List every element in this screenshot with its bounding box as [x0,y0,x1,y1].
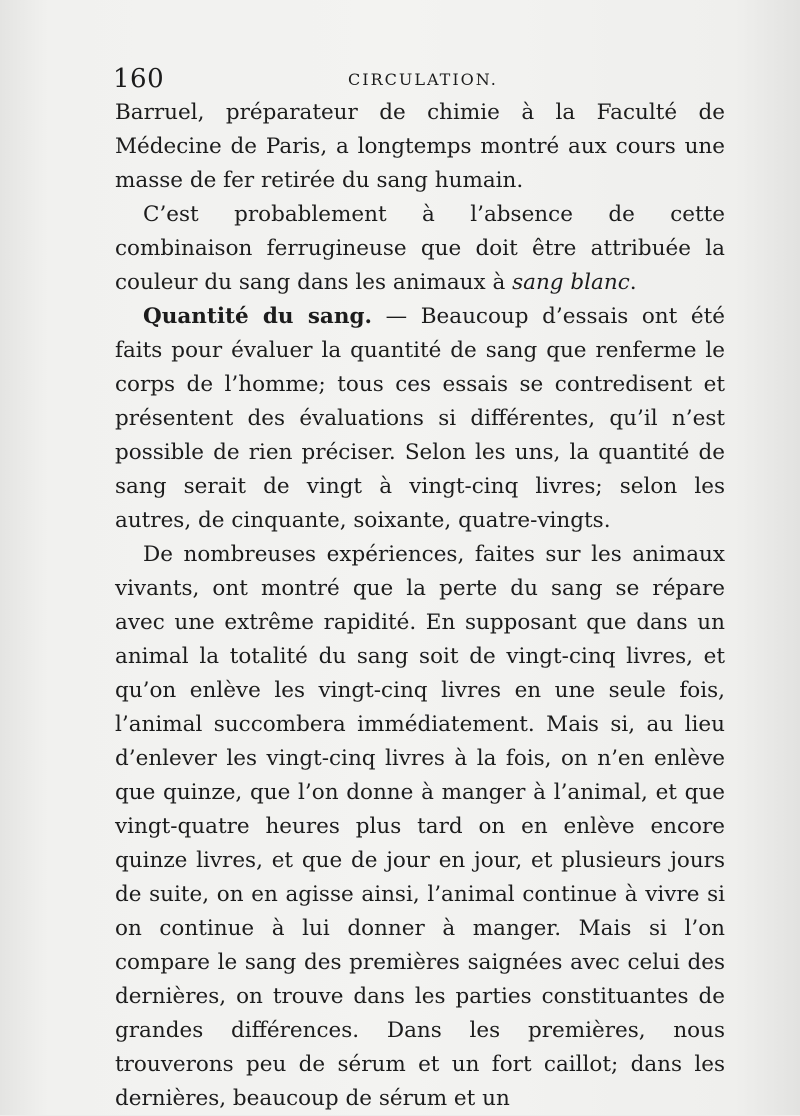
body-text [115,96,725,1116]
page-header [113,64,723,98]
paragraph-2 [115,198,725,300]
paragraph-1 [115,96,725,198]
paragraph-3 [115,300,725,538]
italic-phrase: sang blanc [512,270,630,295]
running-head: CIRCULATION. [348,70,498,89]
paragraph-2-end: . [629,270,637,295]
section-heading: Quantité du sang. [143,304,373,329]
paragraph-2-text: C’est probablement à l’absence de cette combinaison ferrugineuse que doit être attribuée la couleur du sang dans les animaux à [115,202,725,295]
page-number: 160 [113,64,165,94]
paragraph-3-text: — Beaucoup d’essais ont été faits pour évaluer la quantité de sang que renferme le corps de l’homme; tous ces essais se contredisent et présentent des évaluations si différentes, qu’il n’est possible de rien préciser. Selon les uns, la quantité de sang serait de vingt à vingt-cinq livres; selon les autres, de cinquante, soixante, quatre-vingts. [115,304,725,533]
paragraph-4 [115,538,725,1116]
paragraph-4-text: De nombreuses expériences, faites sur les animaux vivants, ont montré que la perte du sang se répare avec une extrême rapidité. En supposant que dans un animal la totalité du sang soit de vingt-cinq livres, et qu’on enlève les vingt-cinq livres en une seule fois, l’animal succombera immédiatement. Mais si, au lieu d’enlever les vingt-cinq livres à la fois, on n’en enlève que quinze, que l’on donne à manger à l’animal, et que vingt-quatre heures plus tard on en enlève encore quinze livres, et que de jour en jour, et plusieurs jours de suite, on en agisse ainsi, l’animal continue à vivre si on continue à lui donner à manger. Mais si l’on compare le sang des premières saignées avec celui des dernières, on trouve dans les parties constituantes de grandes différences. Dans les premières, nous trouverons peu de sérum et un fort caillot; dans les dernières, beaucoup de sérum et un [115,542,725,1111]
paragraph-1-text: Barruel, préparateur de chimie à la Faculté de Médecine de Paris, a longtemps montré aux cours une masse de fer retirée du sang humain. [115,100,725,193]
